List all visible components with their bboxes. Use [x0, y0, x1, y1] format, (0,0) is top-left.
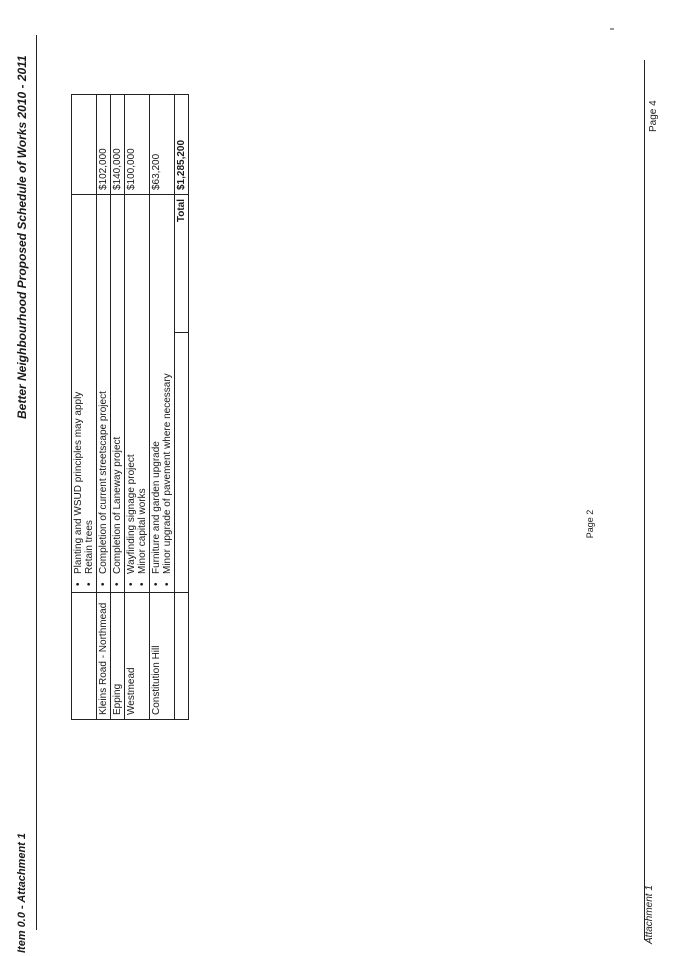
cost-cell [72, 95, 97, 195]
running-header [10, 35, 40, 953]
empty-cell [175, 333, 189, 593]
attachment-label: Attachment 1 [644, 885, 655, 944]
running-footer [640, 60, 670, 944]
total-value: $1,285,200 [175, 95, 189, 195]
document-title: Better Neighbourhood Proposed Schedule of Works 2010 - 2011 [15, 55, 29, 419]
cost-cell: $63,200 [150, 95, 175, 195]
location-cell: Epping [111, 593, 125, 720]
works-item: • Completion of Laneway project [112, 199, 123, 574]
total-row [175, 95, 189, 720]
total-label: Total [175, 195, 189, 333]
works-cell [97, 195, 111, 593]
cost-cell: $102,000 [97, 95, 111, 195]
location-cell: Kleins Road - Northmead [97, 593, 111, 720]
works-list [126, 199, 148, 588]
empty-cell [175, 593, 189, 720]
works-list [98, 199, 109, 588]
header-rule [36, 35, 37, 930]
works-list [112, 199, 123, 588]
works-item: • Minor capital works [137, 199, 148, 574]
works-item: • Wayfinding signage project [126, 199, 137, 574]
inner-page-label: Page 2 [585, 509, 595, 539]
works-item: • Retain trees [84, 199, 95, 574]
scan-mark [610, 28, 614, 30]
table-row [72, 95, 97, 720]
item-label: Item 0.0 - Attachment 1 [16, 832, 28, 953]
table-row [125, 95, 150, 720]
works-list [151, 199, 173, 588]
works-item: • Furniture and garden upgrade [151, 199, 162, 574]
works-cell [72, 195, 97, 593]
location-cell [72, 593, 97, 720]
cost-cell: $100,000 [125, 95, 150, 195]
table-row [111, 95, 125, 720]
works-cell [111, 195, 125, 593]
works-cell [150, 195, 175, 593]
schedule-table [71, 94, 187, 720]
works-cell [125, 195, 150, 593]
location-cell: Westmead [125, 593, 150, 720]
works-item: • Completion of current streetscape project [98, 199, 109, 574]
works-item: • Planting and WSUD principles may apply [73, 199, 84, 574]
footer-rule [644, 60, 645, 940]
works-list [73, 199, 95, 588]
location-cell: Constitution Hill [150, 593, 175, 720]
cost-cell: $140,000 [111, 95, 125, 195]
page-number: Page 4 [648, 100, 659, 132]
works-item: • Minor upgrade of pavement where necessary [162, 199, 173, 574]
table-row [150, 95, 175, 720]
table-row [97, 95, 111, 720]
